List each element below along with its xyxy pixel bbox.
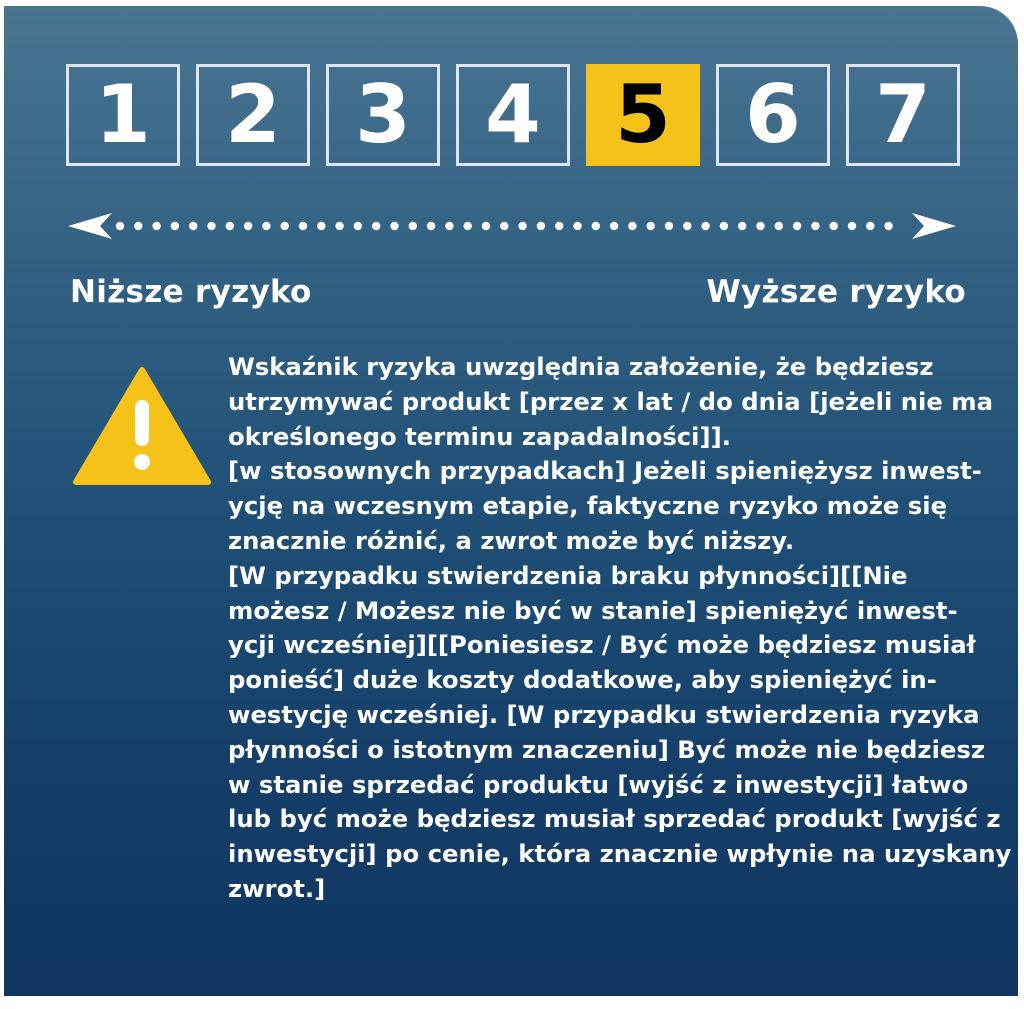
risk-disclaimer-text [228,350,1018,907]
disclaimer-line: Wskaźnik ryzyka uwzględnia założenie, że będziesz [228,352,934,381]
disclaimer-line: lub być może będziesz musiał sprzedać produkt [wyjść z [228,804,1001,834]
risk-scale [66,64,970,176]
dot [555,222,563,230]
arrow-right-icon [912,213,956,239]
dot [281,222,289,230]
dot [116,222,124,230]
dot [390,222,398,230]
dot [884,222,892,230]
dot [665,222,673,230]
dot [500,222,508,230]
dot [848,222,856,230]
dot [226,222,234,230]
warning-triangle-icon [72,366,212,488]
dot [445,222,453,230]
disclaimer-line: ponieść] duże koszty dodatkowe, aby spieniężyć in- [228,665,937,695]
dot [701,222,709,230]
disclaimer-line: w stanie sprzedać produktu [wyjść z inwestycji] łatwo [228,769,969,799]
dot [409,222,417,230]
dot [720,222,728,230]
dot [738,222,746,230]
dot [335,222,343,230]
risk-level-2: 2 [196,64,310,166]
risk-indicator-panel [4,6,1018,996]
dot [647,222,655,230]
disclaimer-line: zwrot.] [228,873,326,903]
disclaimer-line: określonego terminu zapadalności]]. [228,421,731,451]
lower-risk-label: Niższe ryzyko [70,274,312,310]
dot [866,222,874,230]
dot [775,222,783,230]
risk-level-3: 3 [326,64,440,166]
dot [811,222,819,230]
dot [171,222,179,230]
risk-level-1: 1 [66,64,180,166]
disclaimer-line: ycję na wczesnym etapie, faktyczne ryzyko może się [228,491,948,521]
disclaimer-line: [w stosownych przypadkach] Jeżeli spieniężysz inwest- [228,456,982,486]
higher-risk-label: Wyższe ryzyko [706,274,966,310]
dot [134,222,142,230]
dotted-line [116,222,893,230]
disclaimer-line: inwestycji] po cenie, która znacznie wpłynie na uzyskany [228,839,1012,869]
dot [592,222,600,230]
risk-level-7: 7 [846,64,960,166]
dot [189,222,197,230]
risk-direction-arrow [66,211,966,241]
risk-level-5-selected: 5 [586,64,700,166]
risk-level-4: 4 [456,64,570,166]
disclaimer-line: [W przypadku stwierdzenia braku płynności][[Nie [228,560,908,590]
disclaimer-line: płynności o istotnym znaczeniu] Być może nie będziesz [228,734,985,764]
dot [573,222,581,230]
dot [482,222,490,230]
disclaimer-line: ycji wcześniej][[Poniesiesz / Być może będziesz musiał [228,630,976,660]
disclaimer-line: utrzymywać produkt [przez x lat / do dnia [jeżeli nie ma [228,386,994,416]
dot [372,222,380,230]
dot [152,222,160,230]
dot [427,222,435,230]
dot [793,222,801,230]
dot [628,222,636,230]
dot [830,222,838,230]
dot [464,222,472,230]
dot [683,222,691,230]
dot [317,222,325,230]
dot [537,222,545,230]
dot [207,222,215,230]
dot [610,222,618,230]
dot [244,222,252,230]
dot [354,222,362,230]
dot [756,222,764,230]
dot [518,222,526,230]
dot [299,222,307,230]
risk-level-6: 6 [716,64,830,166]
disclaimer-line: znacznie różnić, a zwrot może być niższy. [228,525,795,555]
disclaimer-line: możesz / Możesz nie być w stanie] spieniężyć inwest- [228,595,958,625]
dot [262,222,270,230]
disclaimer-line: westycję wcześniej. [W przypadku stwierdzenia ryzyka [228,699,980,729]
arrow-left-icon [68,213,112,239]
